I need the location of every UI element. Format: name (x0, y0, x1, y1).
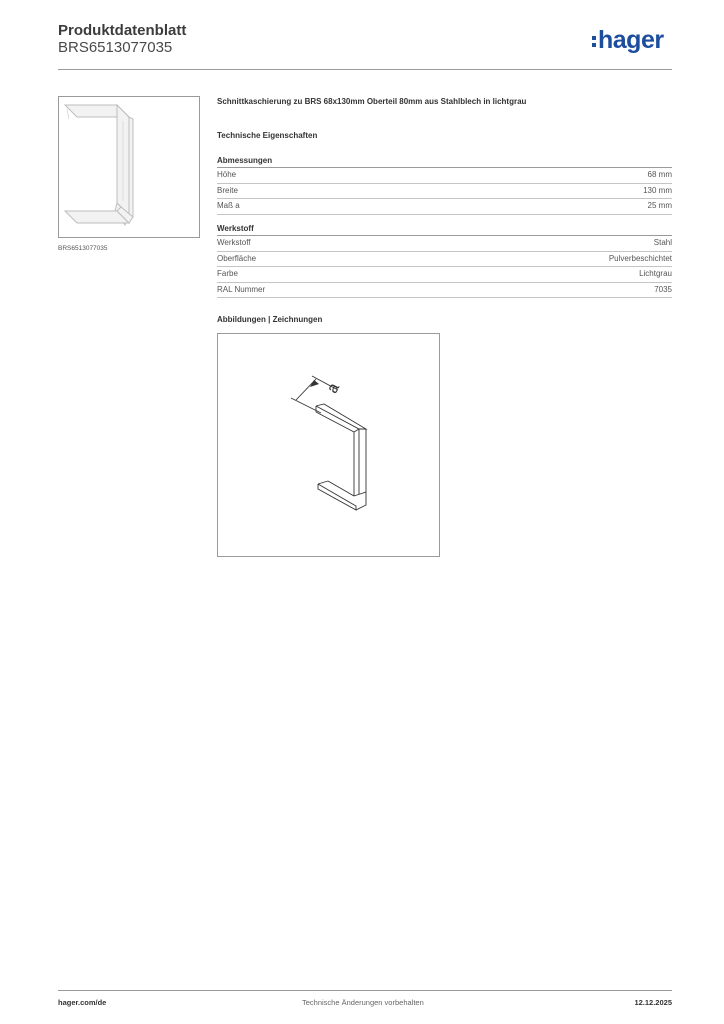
spec-label: Oberfläche (217, 253, 257, 263)
spec-row (217, 167, 672, 184)
group-title-material: Werkstoff (217, 224, 254, 233)
logo-colon-icon (592, 33, 596, 50)
spec-value: 25 mm (647, 201, 672, 210)
spec-label: Höhe (217, 170, 237, 179)
material-table (217, 235, 672, 298)
drawings-heading: Abbildungen | Zeichnungen (217, 315, 323, 324)
spec-label: Breite (217, 185, 238, 195)
technical-heading: Technische Eigenschaften (217, 131, 318, 140)
logo-text: hager (598, 26, 664, 54)
spec-label: Werkstoff (217, 238, 251, 247)
header-divider (58, 69, 672, 70)
footer-date: 12.12.2025 (634, 998, 672, 1007)
hager-logo (592, 26, 664, 55)
spec-row (217, 235, 672, 252)
footer-disclaimer: Technische Änderungen vorbehalten (302, 998, 424, 1007)
spec-value: Lichtgrau (639, 269, 672, 278)
footer-website[interactable]: hager.com/de (58, 998, 107, 1007)
footer-divider (58, 990, 672, 991)
thumbnail-caption: BRS6513077035 (58, 245, 108, 252)
group-title-dimensions: Abmessungen (217, 156, 273, 165)
spec-value: 68 mm (647, 170, 672, 179)
dimensions-table (217, 167, 672, 215)
spec-row (217, 199, 672, 215)
spec-row (217, 267, 672, 283)
spec-label: Farbe (217, 269, 238, 278)
spec-row (217, 184, 672, 200)
page-title: Produktdatenblatt (58, 22, 187, 39)
spec-label: Maß a (217, 201, 240, 210)
spec-value: Stahl (653, 238, 672, 247)
product-description: Schnittkaschierung zu BRS 68x130mm Oberteil 80mm aus Stahlblech in lichtgrau (217, 97, 527, 106)
dimension-label: a (323, 380, 344, 397)
product-code: BRS6513077035 (58, 39, 173, 56)
dimension-drawing (217, 333, 440, 557)
product-thumbnail (58, 96, 200, 238)
spec-value: 7035 (654, 284, 672, 294)
spec-label: RAL Nummer (217, 284, 266, 294)
spec-row (217, 252, 672, 268)
spec-value: 130 mm (643, 185, 672, 195)
spec-value: Pulverbeschichtet (608, 253, 672, 263)
dimension-drawing-image (218, 334, 439, 556)
spec-row (217, 283, 672, 299)
product-thumbnail-image (59, 97, 199, 237)
